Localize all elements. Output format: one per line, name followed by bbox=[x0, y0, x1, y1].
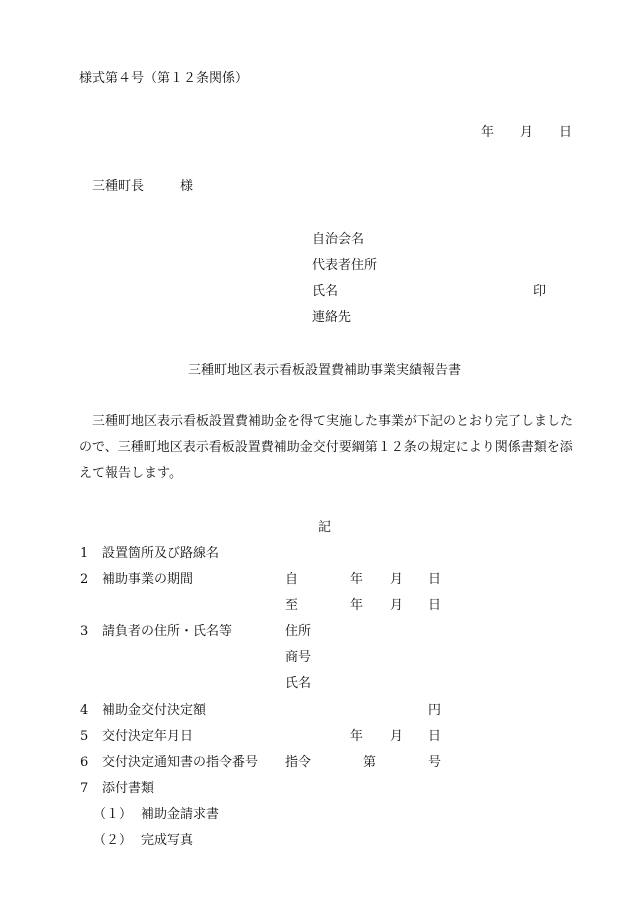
applicant-name-label: 氏名 bbox=[312, 284, 339, 299]
contact-label: 連絡先 bbox=[312, 310, 352, 325]
item-5-number: 5 bbox=[80, 729, 89, 744]
attachment-2-number: （２） bbox=[93, 833, 133, 848]
decision-year: 年 bbox=[350, 729, 364, 744]
period-to-day: 日 bbox=[428, 598, 442, 613]
item-4-label: 補助金交付決定額 bbox=[102, 703, 207, 718]
contractor-trade-name-label: 商号 bbox=[285, 650, 312, 665]
item-2-label: 補助事業の期間 bbox=[102, 572, 194, 587]
item-1-number: 1 bbox=[80, 546, 89, 561]
form-number: 様式第４号（第１２条関係） bbox=[79, 71, 249, 86]
period-to-year: 年 bbox=[350, 598, 364, 613]
item-3-label: 請負者の住所・氏名等 bbox=[102, 624, 233, 639]
attachment-1-label: 補助金請求書 bbox=[141, 807, 220, 822]
attachment-1-number: （１） bbox=[93, 807, 133, 822]
attachment-2-label: 完成写真 bbox=[141, 833, 194, 848]
contractor-address-label: 住所 bbox=[285, 624, 312, 639]
yen-unit: 円 bbox=[428, 703, 442, 718]
body-line-2: ので、三種町地区表示看板設置費補助金交付要綱第１２条の規定により関係書類を添 bbox=[79, 440, 573, 455]
period-from-label: 自 bbox=[285, 572, 299, 587]
document-title: 三種町地区表示看板設置費補助事業実績報告書 bbox=[188, 363, 462, 378]
body-line-3: えて報告します。 bbox=[79, 466, 182, 481]
item-7-number: 7 bbox=[80, 781, 89, 796]
directive-go: 号 bbox=[428, 755, 442, 770]
body-line-1: 三種町地区表示看板設置費補助金を得て実施した事業が下記のとおり完了しました bbox=[92, 414, 574, 429]
date-day-label: 日 bbox=[559, 125, 573, 140]
directive-label: 指令 bbox=[285, 755, 312, 770]
item-7-label: 添付書類 bbox=[102, 781, 155, 796]
item-6-label: 交付決定通知書の指令番号 bbox=[102, 755, 259, 770]
seal-label: 印 bbox=[533, 284, 547, 299]
association-name-label: 自治会名 bbox=[312, 232, 365, 247]
decision-month: 月 bbox=[390, 729, 404, 744]
period-from-year: 年 bbox=[350, 572, 364, 587]
addressee-name: 三種町長 bbox=[92, 179, 145, 194]
period-to-month: 月 bbox=[390, 598, 404, 613]
representative-address-label: 代表者住所 bbox=[312, 258, 378, 273]
item-5-label: 交付決定年月日 bbox=[102, 729, 194, 744]
date-month-label: 月 bbox=[520, 125, 534, 140]
period-to-label: 至 bbox=[285, 598, 299, 613]
item-2-number: 2 bbox=[80, 572, 89, 587]
item-3-number: 3 bbox=[80, 624, 89, 639]
item-1-label: 設置箇所及び路線名 bbox=[102, 546, 220, 561]
contractor-name-label: 氏名 bbox=[285, 676, 312, 691]
directive-dai: 第 bbox=[363, 755, 377, 770]
ki-heading: 記 bbox=[318, 520, 332, 535]
item-4-number: 4 bbox=[80, 703, 89, 718]
date-year-label: 年 bbox=[481, 125, 495, 140]
period-from-month: 月 bbox=[390, 572, 404, 587]
period-from-day: 日 bbox=[428, 572, 442, 587]
addressee-honorific: 様 bbox=[180, 179, 194, 194]
item-6-number: 6 bbox=[80, 755, 89, 770]
decision-day: 日 bbox=[428, 729, 442, 744]
